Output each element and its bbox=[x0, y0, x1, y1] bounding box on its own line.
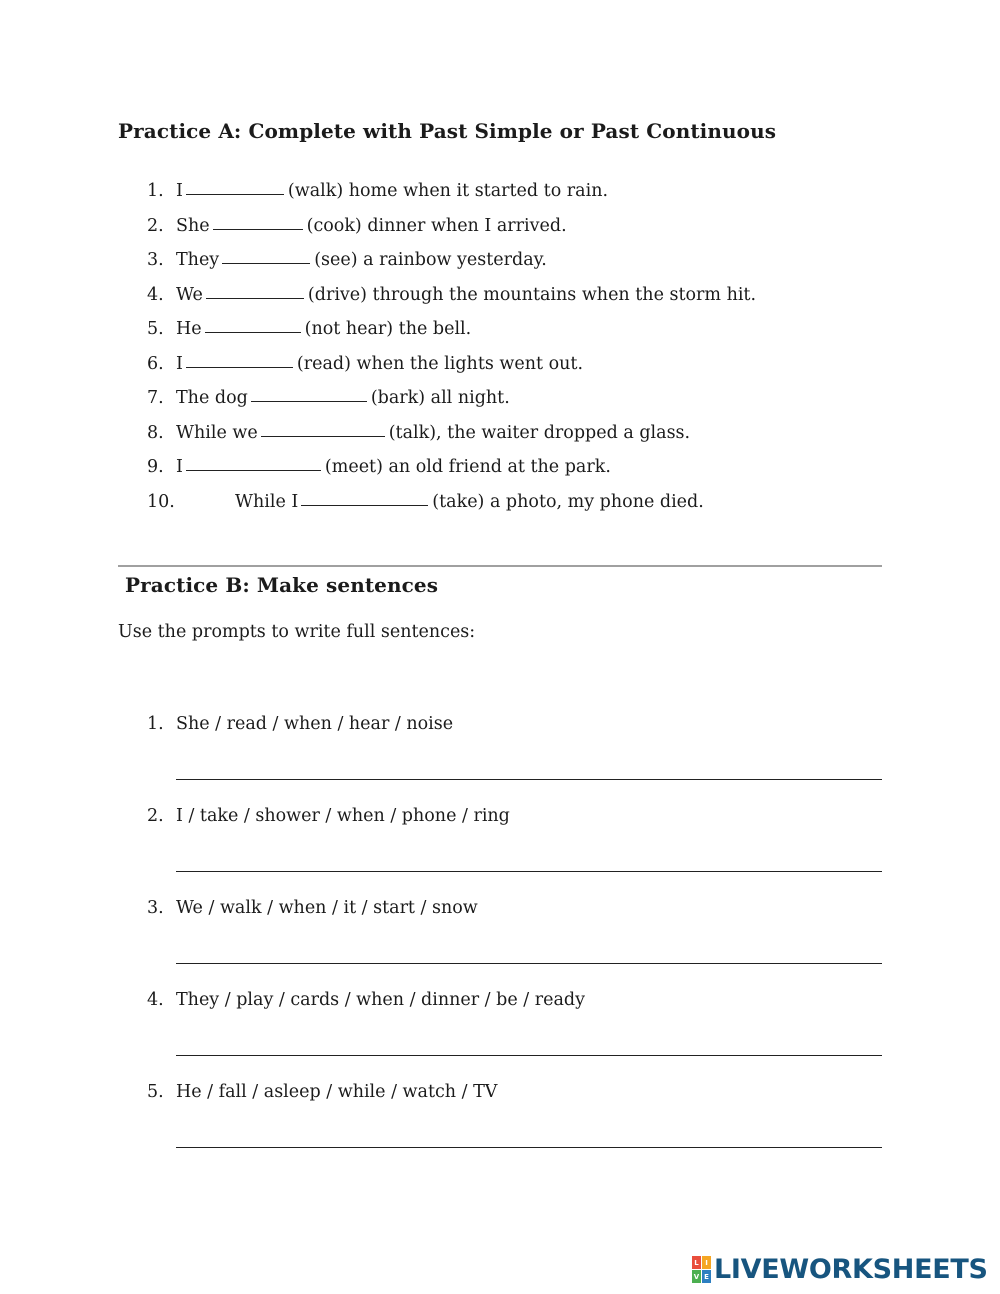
practice-a-item-1: I (walk) home when it started to rain. bbox=[176, 181, 609, 201]
section-divider bbox=[118, 565, 882, 567]
logo-cube: E bbox=[702, 1270, 711, 1283]
logo-cube: V bbox=[692, 1270, 701, 1283]
practice-b-prompt-3: We / walk / when / it / start / snow bbox=[176, 898, 478, 918]
practice-a-item-8: While we (talk), the waiter dropped a glass. bbox=[176, 423, 691, 443]
item-number: 4. bbox=[147, 285, 164, 305]
logo-cube: L bbox=[692, 1256, 701, 1269]
liveworksheets-cubes-icon bbox=[692, 1256, 711, 1283]
answer-line-5[interactable] bbox=[176, 1147, 882, 1148]
practice-a-item-7: The dog (bark) all night. bbox=[176, 388, 510, 408]
item-number: 5. bbox=[147, 319, 164, 339]
answer-blank[interactable] bbox=[222, 262, 310, 264]
practice-b-prompt-1: She / read / when / hear / noise bbox=[176, 714, 454, 734]
answer-line-4[interactable] bbox=[176, 1055, 882, 1056]
practice-a-item-3: They (see) a rainbow yesterday. bbox=[176, 250, 547, 270]
item-number: 7. bbox=[147, 388, 164, 408]
answer-blank[interactable] bbox=[186, 366, 293, 368]
answer-blank[interactable] bbox=[251, 400, 367, 402]
item-number: 3. bbox=[147, 898, 164, 918]
answer-blank[interactable] bbox=[261, 435, 385, 437]
practice-a-item-5: He (not hear) the bell. bbox=[176, 319, 472, 339]
logo-text: LIVEWORKSHEETS bbox=[714, 1254, 988, 1285]
item-number: 6. bbox=[147, 354, 164, 374]
logo-cube: I bbox=[702, 1256, 711, 1269]
answer-blank[interactable] bbox=[213, 228, 303, 230]
practice-b-prompt-2: I / take / shower / when / phone / ring bbox=[176, 806, 510, 826]
practice-b-prompt-4: They / play / cards / when / dinner / be / ready bbox=[176, 990, 585, 1010]
answer-line-3[interactable] bbox=[176, 963, 882, 964]
item-number: 2. bbox=[147, 806, 164, 826]
answer-line-2[interactable] bbox=[176, 871, 882, 872]
answer-blank[interactable] bbox=[186, 193, 284, 195]
item-number: 2. bbox=[147, 216, 164, 236]
item-number: 10. bbox=[147, 492, 175, 512]
answer-line-1[interactable] bbox=[176, 779, 882, 780]
practice-a-item-2: She (cook) dinner when I arrived. bbox=[176, 216, 567, 236]
item-number: 8. bbox=[147, 423, 164, 443]
item-number: 4. bbox=[147, 990, 164, 1010]
answer-blank[interactable] bbox=[205, 331, 301, 333]
practice-a-item-4: We (drive) through the mountains when the storm hit. bbox=[176, 285, 757, 305]
answer-blank[interactable] bbox=[206, 297, 304, 299]
item-number: 1. bbox=[147, 181, 164, 201]
practice-b-title: Practice B: Make sentences bbox=[125, 573, 439, 597]
item-number: 1. bbox=[147, 714, 164, 734]
item-number: 5. bbox=[147, 1082, 164, 1102]
practice-a-item-6: I (read) when the lights went out. bbox=[176, 354, 584, 374]
liveworksheets-logo[interactable] bbox=[692, 1254, 988, 1285]
practice-b-prompt-5: He / fall / asleep / while / watch / TV bbox=[176, 1082, 498, 1102]
answer-blank[interactable] bbox=[186, 469, 321, 471]
item-number: 3. bbox=[147, 250, 164, 270]
practice-a-title: Practice A: Complete with Past Simple or Past Continuous bbox=[118, 119, 777, 143]
item-number: 9. bbox=[147, 457, 164, 477]
practice-a-item-9: I (meet) an old friend at the park. bbox=[176, 457, 611, 477]
practice-b-instruction: Use the prompts to write full sentences: bbox=[118, 622, 476, 642]
answer-blank[interactable] bbox=[301, 504, 428, 506]
practice-a-item-10: While I (take) a photo, my phone died. bbox=[235, 492, 704, 512]
